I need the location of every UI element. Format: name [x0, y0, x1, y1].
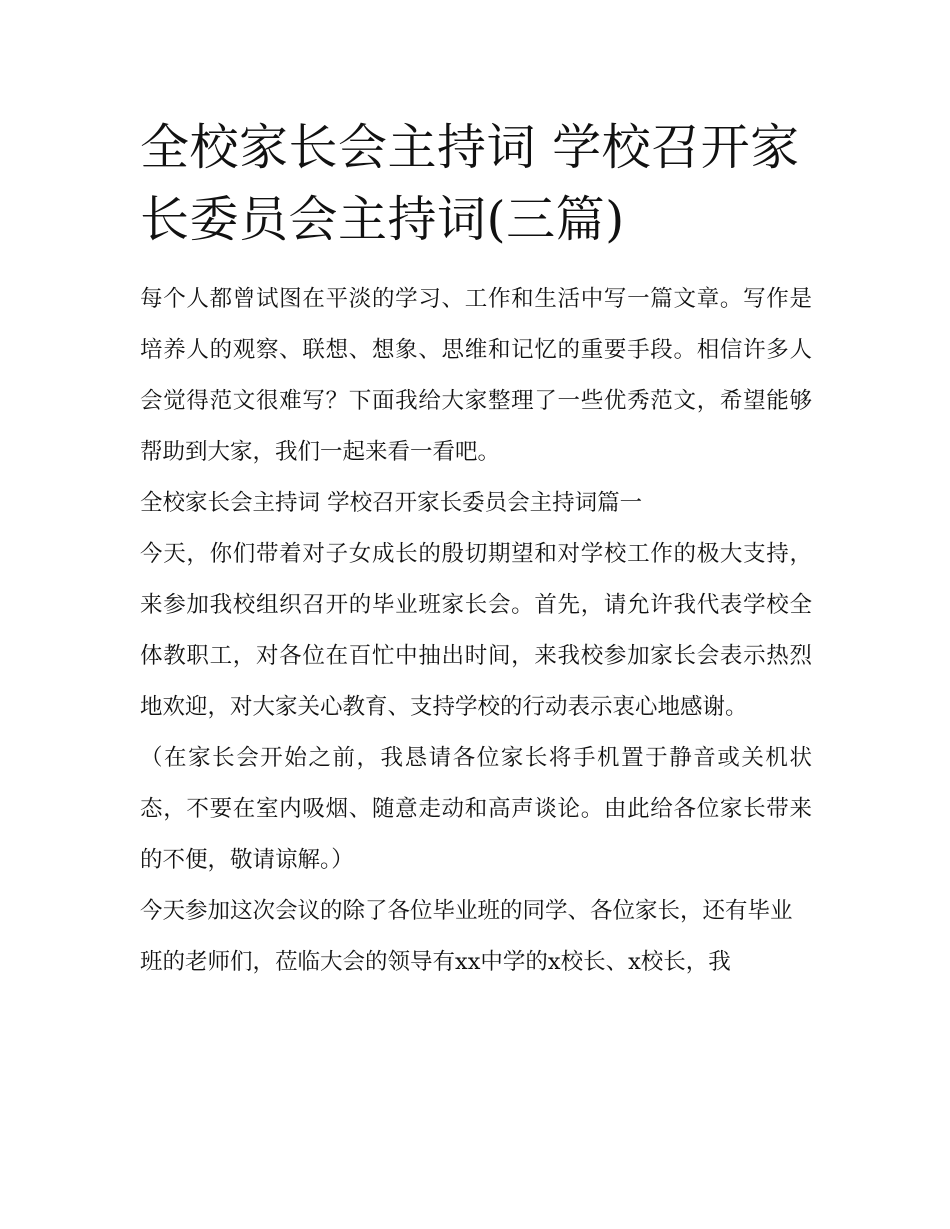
document-title: 全校家长会主持词 学校召开家长委员会主持词(三篇)	[140, 119, 800, 248]
body-paragraph: 今天，你们带着对子女成长的殷切期望和对学校工作的极大支持，来参加我校组织召开的毕业班家长会。首先，请允许我代表学校全体教职工，对各位在百忙中抽出时间，来我校参加家长会表示热烈地欢迎，对大家关心教育、支持学校的行动表示衷心地感谢。	[140, 541, 812, 720]
body-paragraph: 今天参加这次会议的除了各位毕业班的同学、各位家长，还有毕业	[140, 898, 793, 924]
section-heading: 全校家长会主持词 学校召开家长委员会主持词篇一	[140, 490, 643, 516]
paragraph-list	[140, 274, 812, 988]
document-body	[140, 112, 812, 988]
intro-paragraph: 每个人都曾试图在平淡的学习、工作和生活中写一篇文章。写作是培养人的观察、联想、想象、思维和记忆的重要手段。相信许多人会觉得范文很难写？下面我给大家整理了一些优秀范文，希望能够帮助到大家，我们一起来看一看吧。	[140, 286, 812, 465]
body-paragraph: 班的老师们，莅临大会的领导有xx中学的x校长、x校长，我	[140, 949, 731, 975]
notice-paragraph: （在家长会开始之前，我恳请各位家长将手机置于静音或关机状态，不要在室内吸烟、随意走动和高声谈论。由此给各位家长带来的不便，敬请谅解。）	[140, 745, 812, 873]
